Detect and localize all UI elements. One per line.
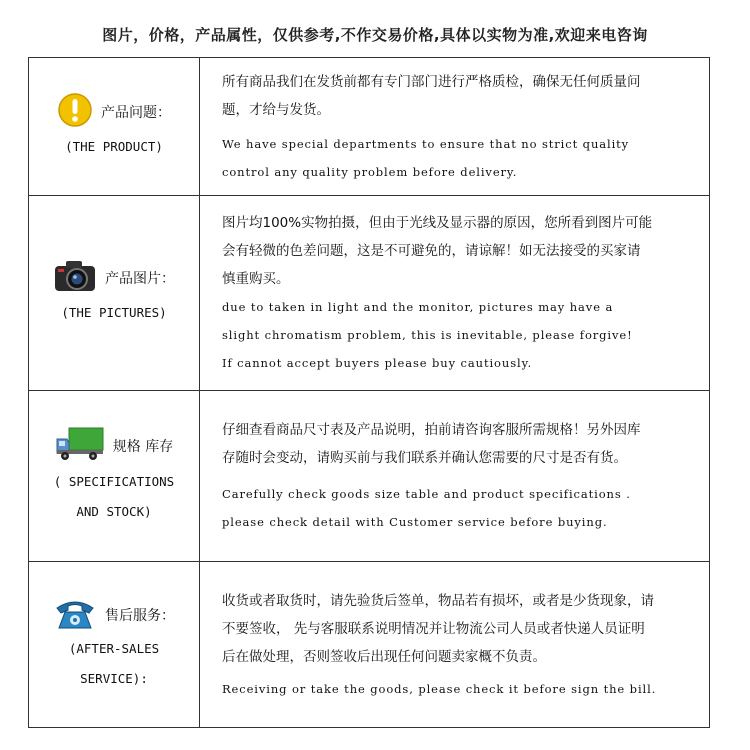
row-specifications [29,391,709,562]
truck-icon [55,425,105,467]
zh-line: 收货或者取货时，请先验货后签单，物品若有损坏，或者是少货现象，请 [222,592,654,609]
zh-line: 存随时会变动，请购买前与我们联系并确认您需要的尺寸是否有货。 [222,450,627,466]
zh-line: 题，才给与发货。 [222,101,330,118]
telephone-icon [53,596,97,634]
page-title: 图片，价格，产品属性，仅供参考,不作交易价格,具体以实物为准,欢迎来电咨询 [102,26,648,44]
heading-zh: 产品问题： [101,104,171,121]
zh-line: 图片均100%实物拍摄，但由于光线及显示器的原因，您所看到图片可能 [222,215,653,231]
en-line: If cannot accept buyers please buy cautiously. [222,356,532,370]
heading-en: AND STOCK) [76,504,152,519]
zh-line: 慎重购买。 [222,271,290,287]
content-cell [200,58,709,195]
en-line: please check detail with Customer service before buying. [222,515,608,529]
heading-zh: 规格 库存 [112,439,174,455]
en-line: Carefully check goods size table and product specifications . [222,487,631,501]
zh-line: 后在做处理，否则签收后出现任何问题卖家概不负责。 [222,648,546,665]
row-after-sales [29,562,709,727]
heading-en: (AFTER-SALES [68,640,160,656]
label-cell [29,196,200,390]
en-line: We have special departments to ensure that no strict quality [222,136,630,151]
zh-line: 仔细查看商品尺寸表及产品说明，拍前请咨询客服所需规格！另外因库 [222,422,641,438]
heading-en: ( SPECIFICATIONS [53,474,175,489]
content-cell [200,196,709,390]
label-cell [29,58,200,195]
heading-en: SERVICE): [80,670,148,686]
content-cell [200,391,709,561]
en-line: Receiving or take the goods, please check it before sign the bill. [222,681,657,696]
en-line: slight chromatism problem, this is inevitable, please forgive! [222,328,633,342]
heading-zh: 售后服务： [105,607,175,624]
en-line: control any quality problem before delivery. [222,164,518,179]
camera-icon [53,258,97,298]
zh-line: 所有商品我们在发货前都有专门部门进行严格质检，确保无任何质量问 [222,73,641,90]
label-cell [29,562,200,727]
en-line: due to taken in light and the monitor, pictures may have a [222,300,614,314]
notice-table [28,57,710,728]
heading-en: (THE PRODUCT) [65,138,163,154]
heading-zh: 产品图片： [105,271,175,287]
row-pictures [29,196,709,391]
zh-line: 不要签收， 先与客服联系说明情况并让物流公司人员或者快递人员证明 [222,620,645,637]
exclamation-icon [57,92,93,132]
zh-line: 会有轻微的色差问题，这是不可避免的，请谅解！如无法接受的买家请 [222,243,641,259]
label-cell [29,391,200,561]
row-product [29,58,709,196]
heading-en: (THE PICTURES) [61,305,167,320]
content-cell [200,562,709,727]
